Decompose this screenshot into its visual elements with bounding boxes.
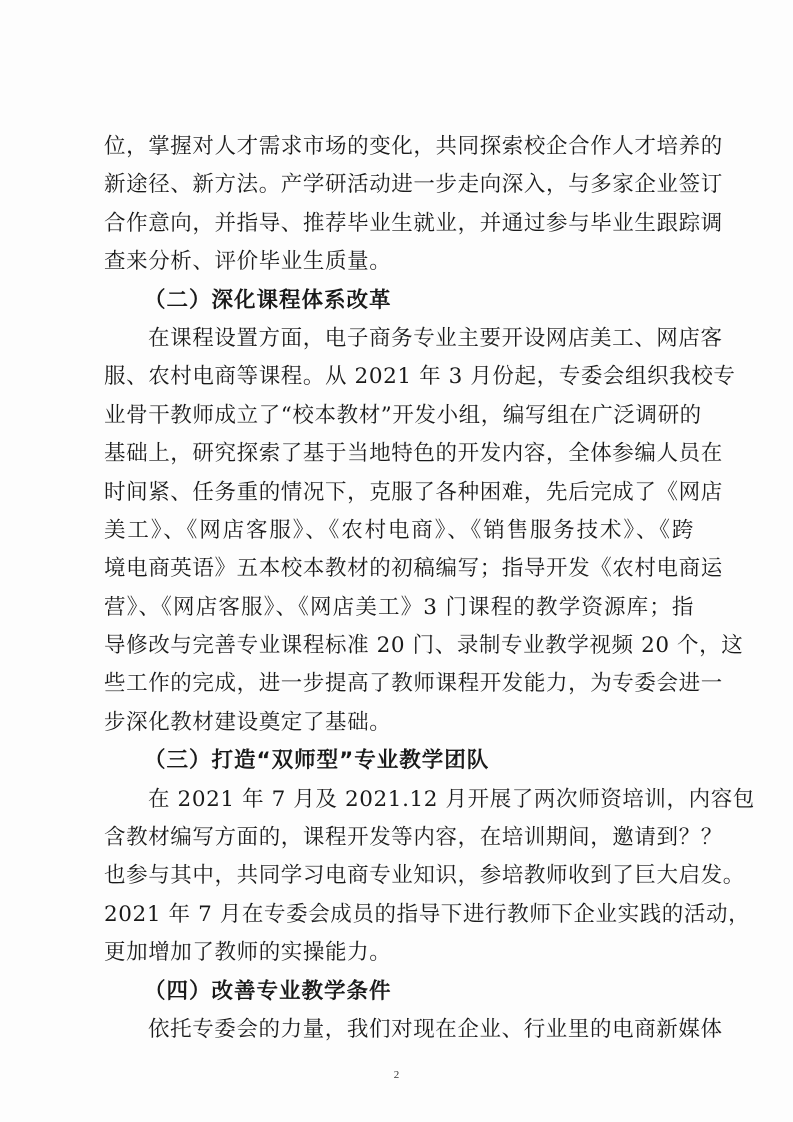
paragraph-line: 在课程设置方面，电子商务专业主要开设网店美工、网店客 — [148, 325, 723, 351]
paragraph-line: 在 2021 年 7 月及 2021.12 月开展了两次师资培训，内容包 — [148, 786, 755, 812]
paragraph-line: 导修改与完善专业课程标准 20 门、录制专业教学视频 20 个，这 — [104, 633, 744, 659]
paragraph-line: 位，掌握对人才需求市场的变化，共同探索校企合作人才培养的 — [104, 134, 723, 159]
paragraph-line: 合作意向，并指导、推荐毕业生就业，并通过参与毕业生跟踪调 — [104, 210, 723, 236]
paragraph-line: 些工作的完成，进一步提高了教师课程开发能力，为专委会进一 — [104, 671, 723, 697]
section-heading: （三）打造“双师型”专业教学团队 — [144, 748, 490, 774]
section-heading: （二）深化课程体系改革 — [144, 287, 392, 313]
paragraph-line: 境电商英语》五本校本教材的初稿编写；指导开发《农村电商运 — [104, 556, 723, 582]
paragraph-line: 查来分析、评价毕业生质量。 — [104, 249, 392, 275]
paragraph-line: 含教材编写方面的，课程开发等内容，在培训期间，邀请到？？ — [104, 825, 723, 851]
paragraph-line: 营》、《网店客服》、《网店美工》3 门课程的教学资源库；指 — [104, 594, 694, 620]
paragraph-line: 更加增加了教师的实操能力。 — [104, 940, 392, 966]
paragraph-line: 服、农村电商等课程。从 2021 年 3 月份起，专委会组织我校专 — [104, 364, 736, 390]
paragraph-line: 时间紧、任务重的情况下，克服了各种困难，先后完成了《网店 — [104, 479, 723, 505]
paragraph-line: 2021 年 7 月在专委会成员的指导下进行教师下企业实践的活动， — [104, 901, 751, 927]
document-body — [104, 128, 755, 1049]
paragraph-line: 新途径、新方法。产学研活动进一步走向深入，与多家企业签订 — [104, 172, 723, 198]
paragraph-line: 也参与其中，共同学习电商专业知识，参培教师收到了巨大启发。 — [104, 863, 745, 889]
paragraph-line: 步深化教材建设奠定了基础。 — [104, 709, 392, 735]
paragraph-line: 业骨干教师成立了“校本教材”开发小组，编写组在广泛调研的 — [104, 402, 702, 428]
page-number: 2 — [393, 1069, 400, 1081]
paragraph-line: 依托专委会的力量，我们对现在企业、行业里的电商新媒体 — [148, 1016, 723, 1042]
paragraph-line: 美工》、《网店客服》、《农村电商》、《销售服务技术》、《跨 — [104, 517, 694, 543]
section-heading: （四）改善专业教学条件 — [144, 978, 392, 1004]
paragraph-line: 基础上，研究探索了基于当地特色的开发内容，全体参编人员在 — [104, 441, 723, 467]
